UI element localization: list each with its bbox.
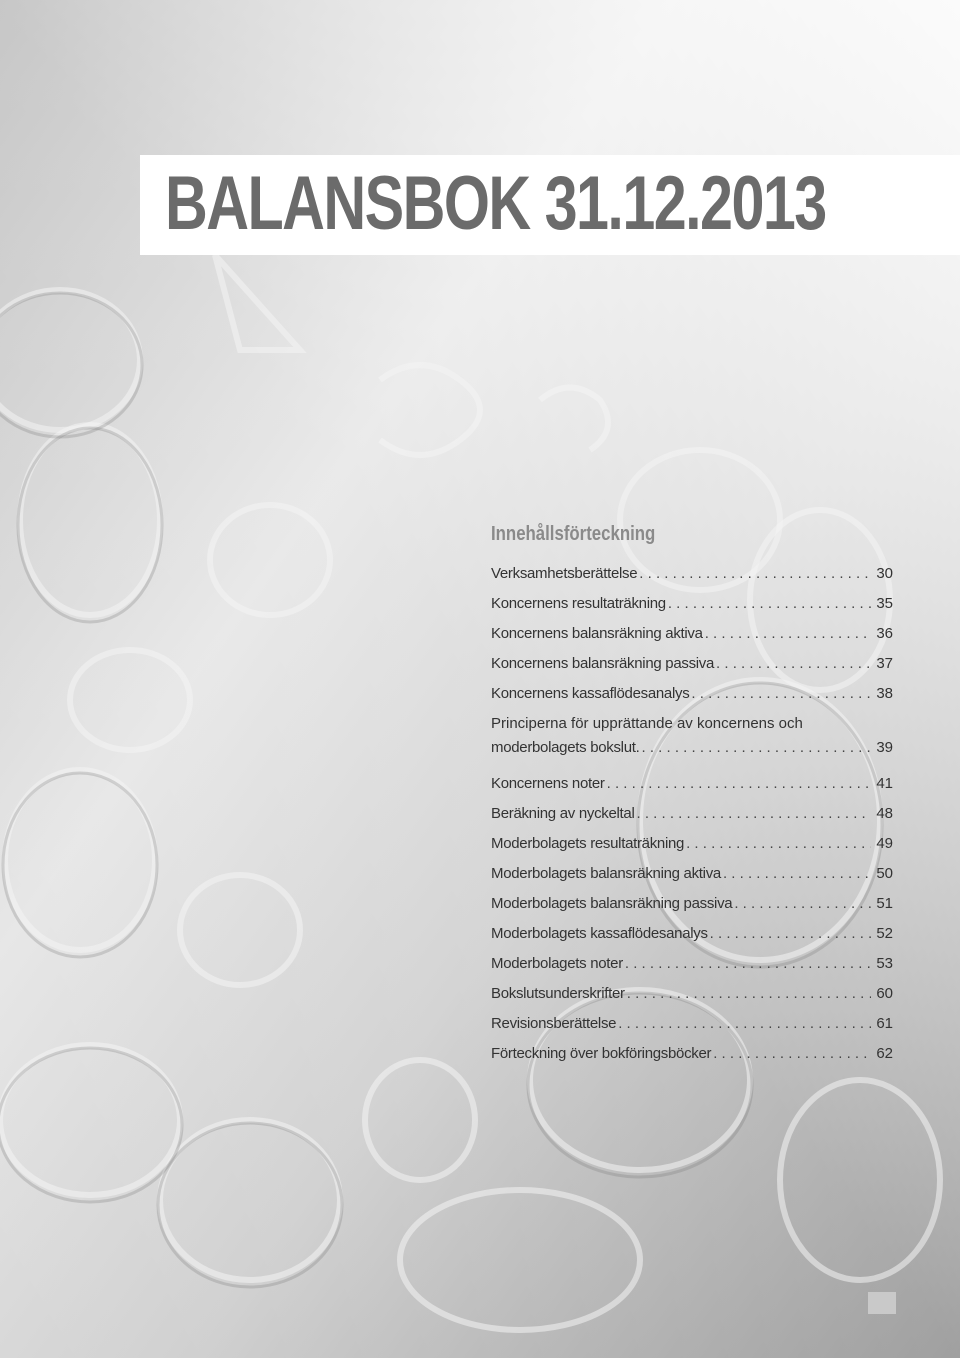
toc-item-label: Moderbolagets balansräkning aktiva xyxy=(491,865,721,882)
dot-leader xyxy=(625,952,871,976)
toc-item-page: 38 xyxy=(876,685,893,702)
dot-leader xyxy=(642,736,872,760)
toc-item xyxy=(491,772,893,802)
toc-item-page: 37 xyxy=(876,655,893,672)
toc-item-label: Koncernens balansräkning passiva xyxy=(491,655,715,672)
toc-item xyxy=(491,802,893,832)
toc-item xyxy=(491,592,893,622)
toc-item-page: 39 xyxy=(876,739,893,756)
toc-item-label: Moderbolagets noter xyxy=(491,955,623,972)
toc-item-page: 48 xyxy=(876,805,893,822)
toc-item-label: Moderbolagets kassaflödesanalys xyxy=(491,925,708,942)
toc-item xyxy=(491,952,893,982)
toc-item xyxy=(491,682,893,712)
toc-item-page: 30 xyxy=(876,565,893,582)
dot-leader xyxy=(713,1042,871,1066)
dot-leader xyxy=(691,682,871,706)
toc-item-page: 60 xyxy=(876,985,893,1002)
toc-heading: Innehållsförteckning xyxy=(491,523,656,545)
table-of-contents xyxy=(491,562,893,1072)
dot-leader xyxy=(710,922,871,946)
toc-item xyxy=(491,712,893,772)
dot-leader xyxy=(705,622,871,646)
toc-item xyxy=(491,562,893,592)
toc-item-label: Förteckning över bokföringsböcker xyxy=(491,1045,712,1062)
toc-item xyxy=(491,622,893,652)
toc-item xyxy=(491,832,893,862)
toc-item-label: Koncernens kassaflödesanalys xyxy=(491,685,690,702)
toc-item xyxy=(491,892,893,922)
dot-leader xyxy=(686,832,871,856)
toc-item xyxy=(491,652,893,682)
dot-leader xyxy=(723,862,871,886)
toc-item-label: Beräkning av nyckeltal xyxy=(491,805,635,822)
page-title: BALANSBOK 31.12.2013 xyxy=(165,161,826,246)
dot-leader xyxy=(627,982,871,1006)
toc-item-page: 49 xyxy=(876,835,893,852)
toc-item-label: Koncernens balansräkning aktiva xyxy=(491,625,703,642)
toc-item-page: 50 xyxy=(876,865,893,882)
toc-item-label: Principerna för upprättande av koncernens och xyxy=(491,715,803,732)
toc-item-label: Koncernens resultaträkning xyxy=(491,595,666,612)
toc-item xyxy=(491,862,893,892)
dot-leader xyxy=(639,562,871,586)
toc-item-page: 41 xyxy=(876,775,893,792)
toc-item-page: 62 xyxy=(876,1045,893,1062)
toc-item-label: Moderbolagets resultaträkning xyxy=(491,835,685,852)
toc-item xyxy=(491,1012,893,1042)
toc-item-page: 35 xyxy=(876,595,893,612)
dot-leader xyxy=(734,892,871,916)
toc-item-label-continued: moderbolagets bokslut. xyxy=(491,739,640,756)
dot-leader xyxy=(618,1012,871,1036)
toc-item xyxy=(491,982,893,1012)
toc-item-page: 53 xyxy=(876,955,893,972)
dot-leader xyxy=(716,652,871,676)
toc-item xyxy=(491,1042,893,1072)
toc-item-page: 36 xyxy=(876,625,893,642)
toc-item-label: Verksamhetsberättelse xyxy=(491,565,638,582)
toc-item-label: Moderbolagets balansräkning passiva xyxy=(491,895,733,912)
dot-leader xyxy=(607,772,871,796)
corner-mark xyxy=(868,1292,896,1314)
toc-item-label: Revisionsberättelse xyxy=(491,1015,617,1032)
toc-item-page: 52 xyxy=(876,925,893,942)
dot-leader xyxy=(636,802,871,826)
toc-item-label: Koncernens noter xyxy=(491,775,605,792)
dot-leader xyxy=(668,592,871,616)
toc-item-label: Bokslutsunderskrifter xyxy=(491,985,625,1002)
toc-item-page: 61 xyxy=(876,1015,893,1032)
toc-item-page: 51 xyxy=(876,895,893,912)
toc-item xyxy=(491,922,893,952)
